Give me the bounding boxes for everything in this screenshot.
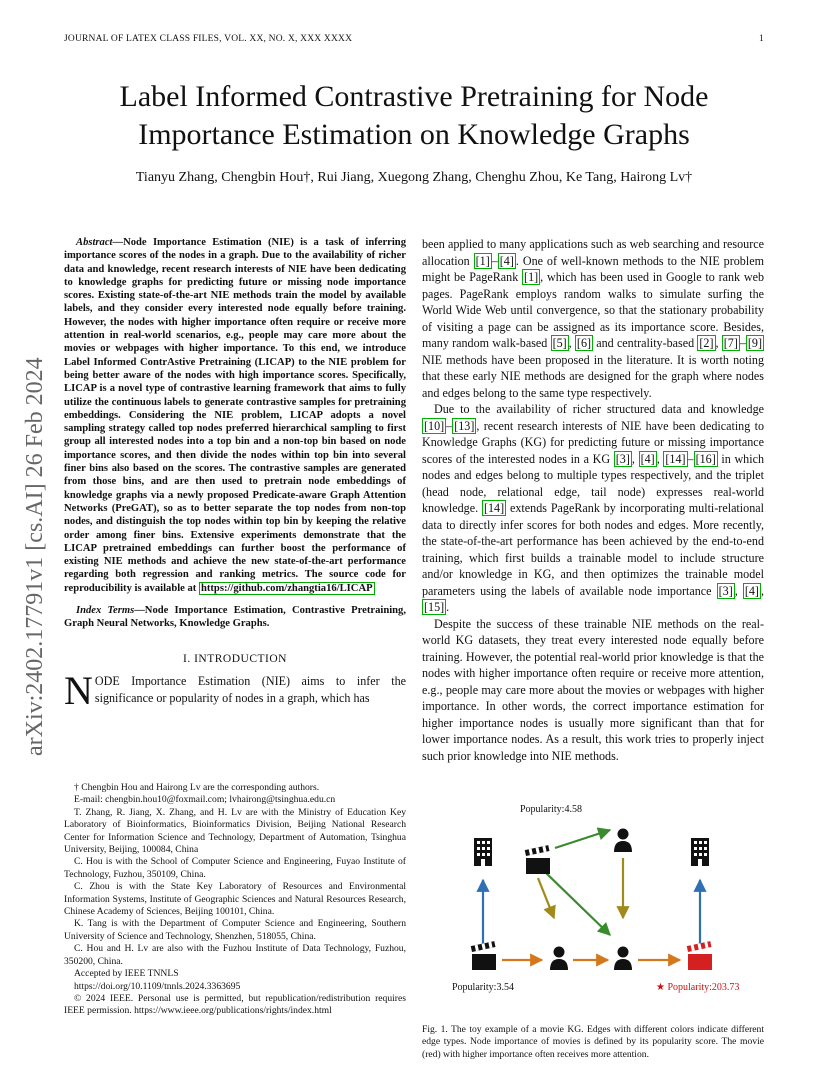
text: Due to the availability of richer structured data and knowledge [434,402,764,416]
label-popularity-left: Popularity:3.54 [452,982,514,993]
paper-title [60,78,768,154]
text: , recent research interests of NIE have been dedicating to Knowledge Graphs (KG) for predicting future or missing importance scores of the interested nodes in a KG [422,418,764,466]
left-column [64,236,406,714]
title-line-1: Label Informed Contrastive Pretraining for Node [119,80,709,113]
paragraph-1 [422,236,764,401]
citation-link[interactable]: [2] [699,336,714,350]
text: , [760,583,764,598]
author-list: Tianyu Zhang, Chengbin Hou†, Rui Jiang, Xuegong Zhang, Chenghu Zhou, Ke Tang, Hairong Lv† [135,170,693,185]
person-icon [614,829,632,853]
footnote: © 2024 IEEE. Personal use is permitted, but republication/redistribution requires IEEE permission. https://www.ieee.org/publications/rights/index.html [64,992,406,1017]
text: . [446,600,450,614]
person-icon [614,947,632,971]
citation-link[interactable]: [6] [576,336,592,350]
text: and centrality-based [593,336,698,350]
text: been applied to many applications such as web searching and resource allocation [422,237,764,268]
text: NIE methods have been proposed in the literature. It is worth noting that these early NIE methods are designed for the graph where nodes and edges belong to the same type respectively. [422,352,764,400]
footnote: K. Tang is with the Department of Computer Science and Engineering, Southern University of Science and Technology, Shenzhen, 518055, China. [64,918,406,942]
footnotes [64,782,406,1018]
citation-link[interactable]: [13] [454,418,475,433]
citation-link[interactable]: [16] [695,451,716,466]
citation-link[interactable]: [1] [524,270,539,284]
citation-link[interactable]: [3] [718,583,733,598]
footnote: C. Hou is with the School of Computer Science and Engineering, Fuyao Institute of Technology, Fuzhou, 350109, China. [64,856,406,880]
citation-link[interactable]: [4] [640,451,655,466]
edge-olive-diag [538,878,554,918]
index-terms-body: —Node Importance Estimation, Contrastive Pretraining, Graph Neural Networks, Knowledge Graphs. [64,605,406,630]
text: , [734,583,743,598]
text: – [687,451,694,466]
section-heading-introduction: I. INTRODUCTION [183,652,287,665]
arxiv-stamp-text: arXiv:2402.17791v1 [cs.AI] 26 Feb 2024 [22,357,48,756]
clapperboard-icon-red [687,941,712,970]
citation-link[interactable]: [15] [424,600,445,614]
figure-caption: Fig. 1. The toy example of a movie KG. Edges with different colors indicate different edge types. Node importance of movies is defined by its popularity score. The movie (red) with higher importance often receives more attention. [422,1024,764,1060]
abstract [64,236,406,595]
paragraph-2 [422,401,764,616]
text: , [656,451,664,466]
citation-link[interactable]: [4] [744,583,759,598]
text: , which has been used in Google to rank web pages. PageRank employs random walks to simulate surfing the World Wide Web until convergence, so that the stationary probability of visiting a page can be assigned as its importance score. Besides, many random walk-based [422,270,764,350]
footnote: E-mail: chengbin.hou10@foxmail.com; lvhairong@tsinghua.edu.cn [74,794,336,806]
footnote: Accepted by IEEE TNNLS [74,968,179,980]
citation-link[interactable]: [14] [483,501,505,515]
building-icon [691,838,709,866]
clapperboard-icon [471,941,496,970]
journal-name: JOURNAL OF LATEX CLASS FILES, VOL. XX, NO. X, XXX XXXX [64,34,353,44]
citation-link[interactable]: [14] [665,451,686,466]
text: , [568,336,575,350]
clapperboard-icon [525,845,550,874]
citation-link[interactable]: [10] [424,418,445,433]
footnote: https://doi.org/10.1109/tnnls.2024.3363695 [74,980,241,992]
abstract-lead: Abstract [76,237,113,248]
edge-green-mid [545,872,610,935]
footnote: T. Zhang, R. Jiang, X. Zhang, and H. Lv are with the Ministry of Education Key Laboratory of Bioinformatics, Bioinformatics Division, Beijing National Research Center for Information Science and Technology, Department of Automation, Tsinghua University, Beijing, 100084, China [64,806,406,856]
abstract-body: —Node Importance Estimation (NIE) is a task of inferring importance scores of the nodes in a graph. Due to the availability of richer data and knowledge, recent research interests of NIE have been dedicating to knowledge graphs for predicting future or missing node importance scores. Existing state-of-the-art NIE methods train the model by available labels, and they consider every interested node equally before training. However, the nodes with higher importance often require or receive more attention in real-world scenarios, e.g., people may care more about the movies or webpages with higher importance. To this end, we introduce Label Informed ContrAstive Pretraining (LICAP) to the NIE problem for being better aware of the nodes with high importance scores. Specifically, LICAP is a novel type of contrastive learning framework that aims to fully utilize the continuous labels to generate contrastive samples for pretraining embeddings. Considering the NIE problem, LICAP adopts a novel sampling strategy called top nodes preferred hierarchical sampling to first group all interested nodes into a top bin and a non-top bin based on node importance scores, and then divide the nodes within top bin into several finer bins also based on the scores. The contrastive samples are generated from those bins, and are then used to pretrain node embeddings of knowledge graphs via a newly proposed Predicate-aware Graph Attention Networks (PreGAT), so as to better separate the top nodes from non-top nodes, and distinguish the top nodes within top bin by keeping the relative order among finer bins. Extensive experiments demonstrate that the LICAP pretrained embeddings can further boost the performance of existing NIE methods and achieve the new state-of-the-art performance regarding both regression and ranking metrics. The source code for reproducibility is available at [64,237,406,594]
page-number: 1 [759,34,764,44]
title-line-2: Importance Estimation on Knowledge Graphs [138,118,690,151]
citation-link[interactable]: [5] [552,336,567,350]
paragraph-3: Despite the success of these trainable NIE methods on the real-world KG datasets, they treat every interested node equally before training. However, the potential real-world prior knowledge is that the nodes with higher importance often require or receive more attention, e.g., people may care more about the movies or webpages with higher importance. In other words, the correct importance estimation for higher importance nodes is usually more significant than that for lower importance nodes. As a result, this work tries to properly inject such prior knowledge into NIE methods. [422,616,764,763]
source-code-link[interactable]: https://github.com/zhangtia16/LICAP [200,582,373,594]
text: – [446,418,453,433]
text: . One of well-known methods to the NIE problem might be PageRank [422,253,764,284]
text: – [491,253,498,268]
text: , [715,336,722,350]
citation-link[interactable]: [7] [723,336,738,350]
label-popularity-right: ★ Popularity:203.73 [656,982,740,993]
index-terms-lead: Index Terms [76,605,135,617]
text: extends PageRank by incorporating multi-relational data to directly infer scores for both nodes and edges. More recently, the state-of-the-art performance has been achieved by the end-to-end training, which first builds a trainable model to include structure and/or knowledge in KG, and then optimizes the trainable model parameters using the labels of available node importance [422,501,764,598]
text: in which nodes and edges belong to multiple types respectively, and the triplet (head node, relational edge, tail node) expresses real-world knowledge. [422,451,765,515]
footnote: C. Hou and H. Lv are also with the Fuzhou Institute of Data Technology, Fuzhou, 350200, China. [64,943,406,967]
footnote: C. Zhou is with the State Key Laboratory of Resources and Environmental Information Systems, Institute of Geographic Sciences and Natural Resources Research, Chinese Academy of Sciences, Beijing 100101, China. [64,881,406,918]
drop-cap: N [64,668,93,714]
figure-1-diagram [430,800,770,1030]
citation-link[interactable]: [3] [615,451,630,466]
right-column [422,236,764,764]
citation-link[interactable]: [9] [747,336,763,350]
intro-text: ODE Importance Estimation (NIE) aims to infer the significance or popularity of nodes in a graph, which has [94,674,406,705]
running-header [64,34,764,44]
label-popularity-top: Popularity:4.58 [520,804,582,815]
arxiv-side-stamp [12,294,52,756]
footnote: † Chengbin Hou and Hairong Lv are the corresponding authors. [74,782,320,793]
intro-paragraph [64,668,406,714]
edge-green-top [555,830,610,848]
citation-link[interactable]: [4] [499,253,514,268]
text: , [631,451,639,466]
index-terms [64,604,406,631]
text: – [739,336,746,350]
citation-link[interactable]: [1] [475,253,490,268]
building-icon [474,838,492,866]
person-icon [550,947,568,971]
